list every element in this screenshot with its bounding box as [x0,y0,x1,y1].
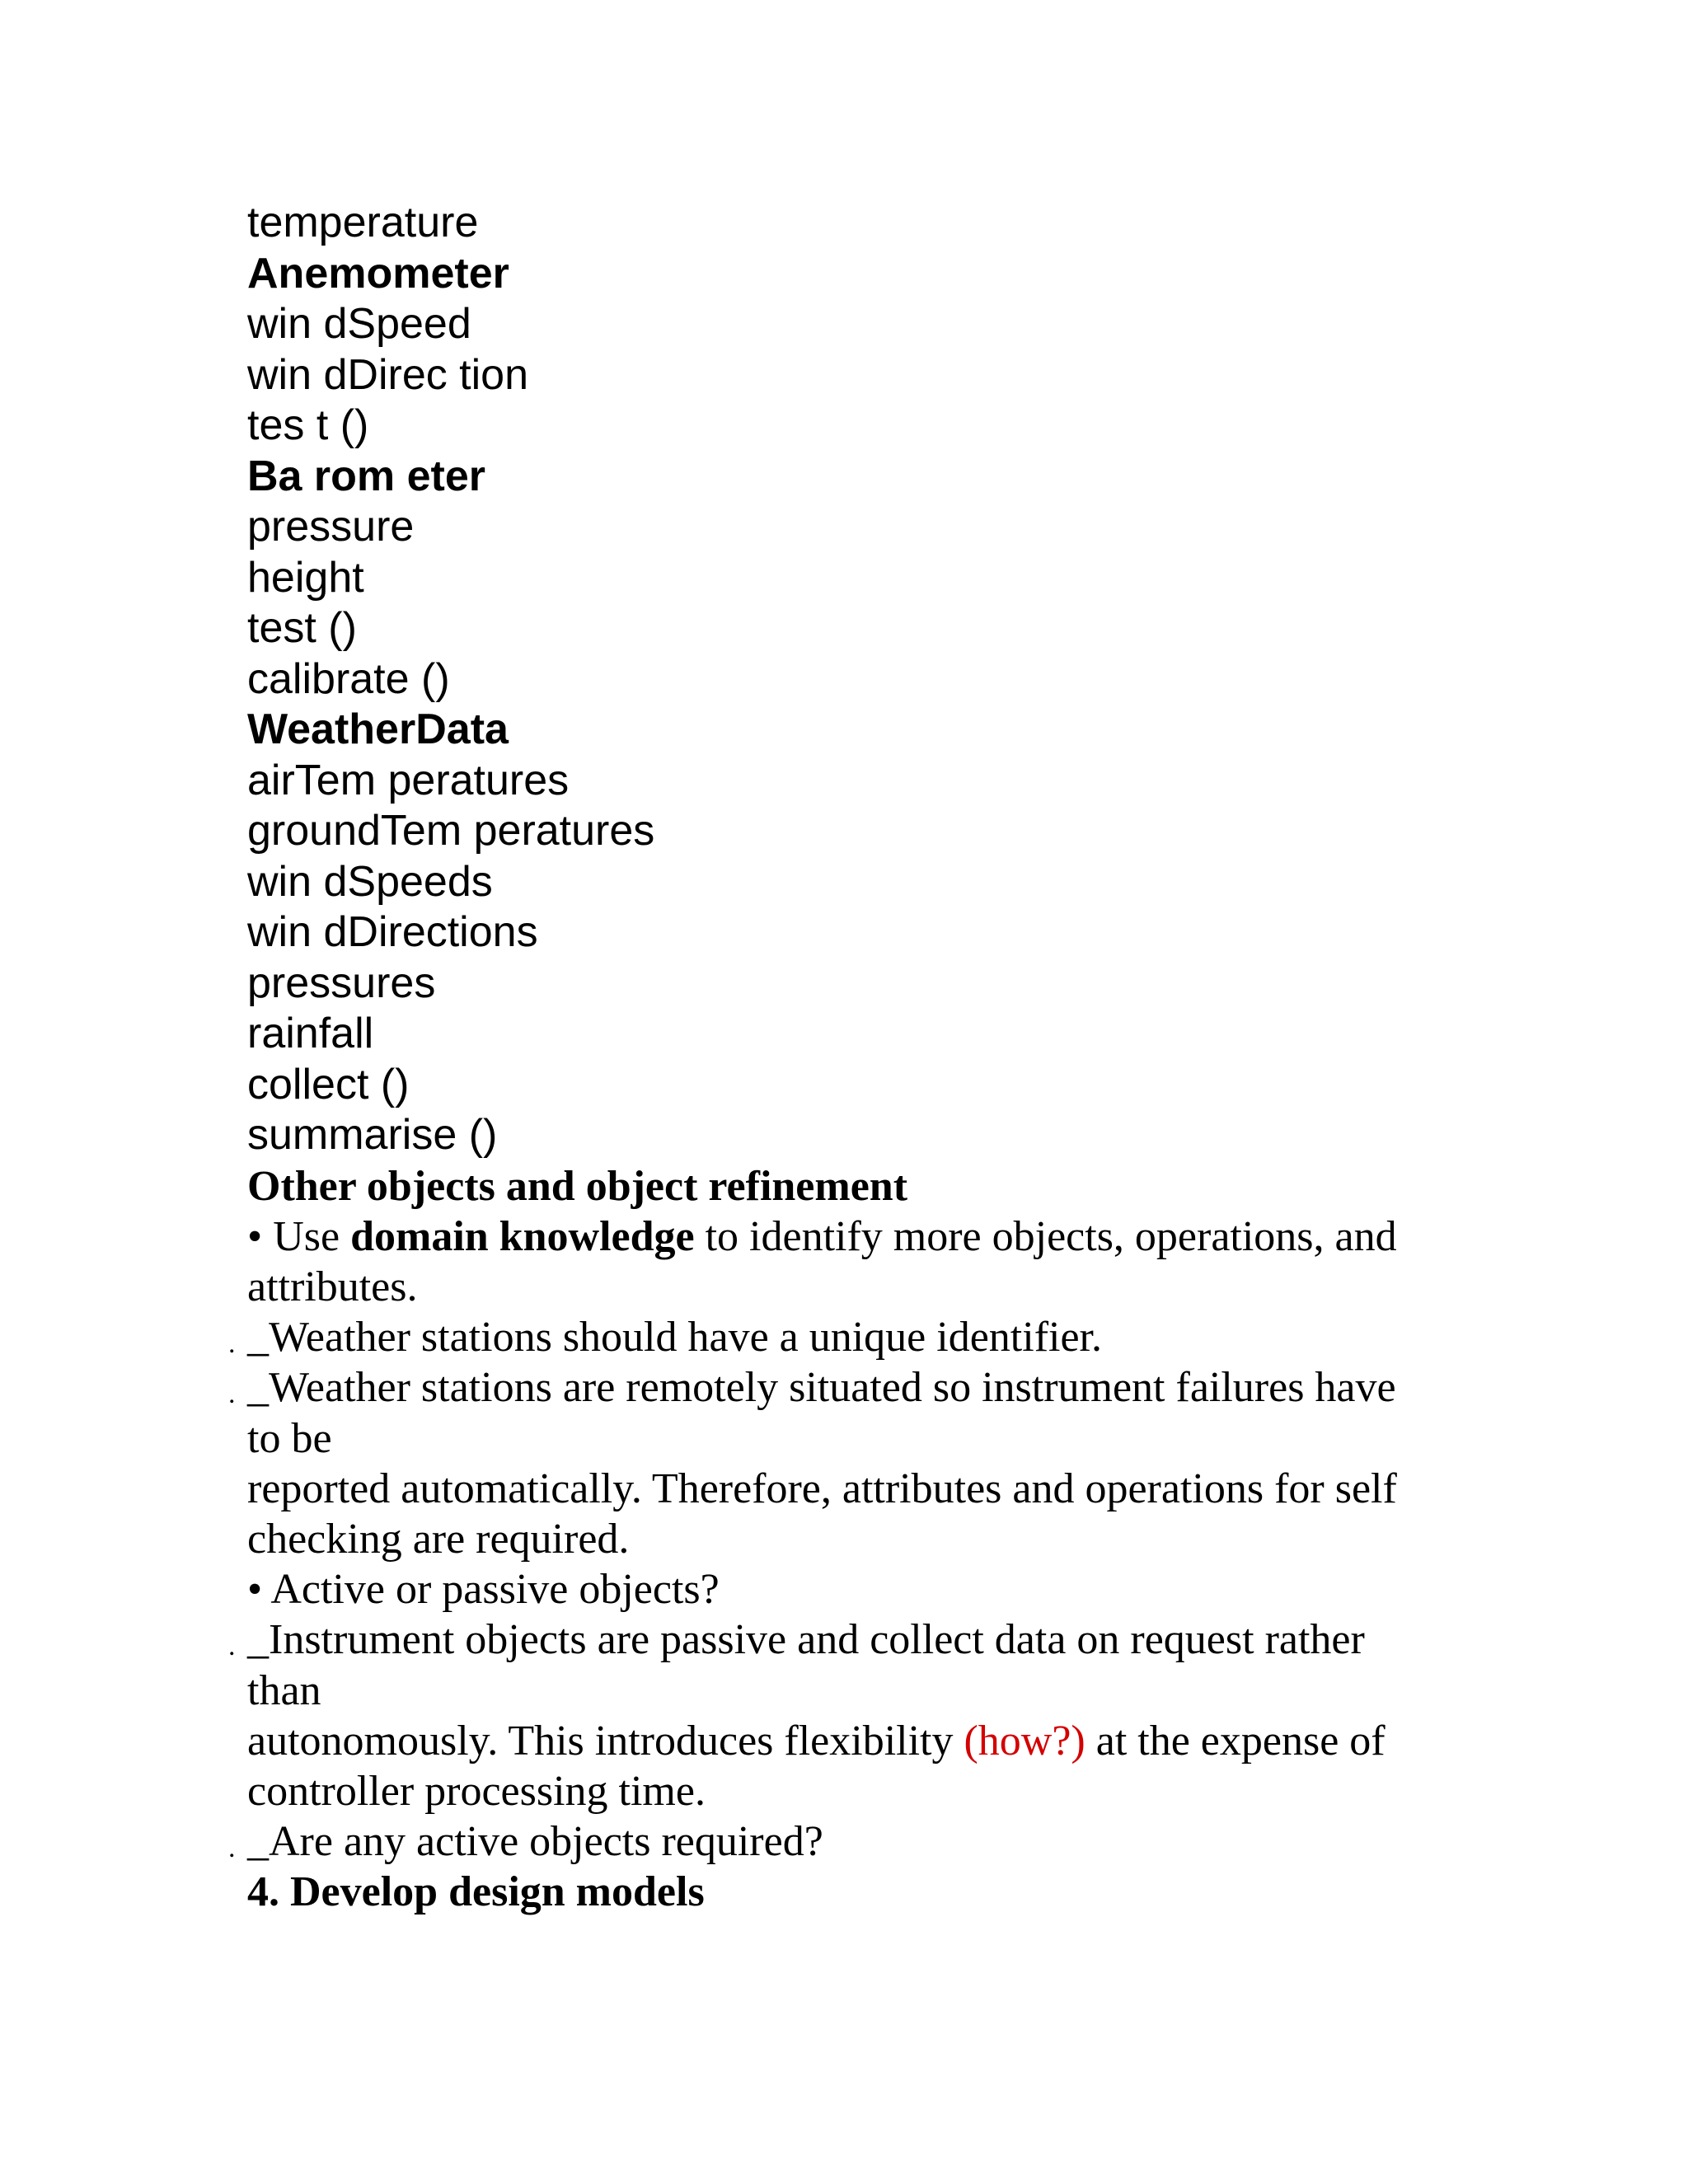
class-member: win dDirec tion [247,350,529,399]
weather-object-list [247,198,1467,1161]
bullet-bold-phrase: domain knowledge [350,1212,695,1260]
class-member: win dSpeeds [247,857,493,906]
sub-item-continuation: checking are required. [247,1515,630,1563]
class-member: collect () [247,1060,410,1108]
class-member: airTem peratures [247,756,570,804]
text-segment: autonomously. This introduces flexibility [247,1717,964,1765]
bullet-continuation: attributes. [247,1263,418,1310]
sub-item-remote-stations [228,1362,1467,1413]
section-heading: Other objects and object refinement [247,1162,908,1210]
class-member: temperature [247,199,479,246]
sub-item-continuation: controller processing time. [247,1767,706,1815]
sub-item-continuation: than [247,1666,321,1714]
sub-item-continuation: to be [247,1414,332,1462]
class-heading: WeatherData [247,705,509,753]
class-heading: Anemometer [247,249,509,298]
class-member: win dSpeed [247,300,471,348]
bullet-active-passive: • Active or passive objects? [247,1566,720,1614]
sub-item-unique-identifier [228,1312,1467,1362]
sub-item-active-objects [228,1816,1467,1867]
sub-item-continuation [247,1716,1467,1766]
class-member: tes t () [247,401,369,449]
sub-item-text: _Weather stations are remotely situated so instrument failures have [247,1364,1396,1412]
class-member: calibrate () [247,654,450,703]
how-annotation: (how?) [964,1717,1085,1765]
class-member: pressure [247,503,415,551]
bullet-prefix: • Use [247,1212,351,1260]
document-page [228,198,1467,1918]
class-member: pressures [247,958,436,1007]
text-segment: at the expense of [1085,1717,1386,1765]
sub-item-marker: . [228,1631,236,1662]
serif-block [228,1161,1467,1918]
class-member: height [247,553,364,602]
class-member: groundTem peratures [247,807,655,855]
sub-item-marker: . [228,1833,236,1864]
sub-item-text: _Instrument objects are passive and collect data on request rather [247,1616,1365,1664]
sub-item-text: _Are any active objects required? [247,1818,823,1866]
sub-item-continuation: reported automatically. Therefore, attributes and operations for self [247,1465,1397,1512]
sub-item-marker: . [228,1329,236,1360]
sub-item-text: _Weather stations should have a unique identifier. [247,1314,1102,1361]
class-member: win dDirections [247,908,538,956]
bullet-rest: to identify more objects, operations, and [694,1212,1397,1260]
sub-item-marker: . [228,1379,236,1410]
class-member: summarise () [247,1111,498,1159]
class-member: rainfall [247,1010,374,1057]
class-member: test () [247,604,357,652]
sub-item-passive-instruments [228,1615,1467,1665]
class-heading: Ba rom eter [247,452,485,500]
bullet-domain-knowledge [247,1212,1467,1262]
final-heading: 4. Develop design models [247,1868,705,1916]
